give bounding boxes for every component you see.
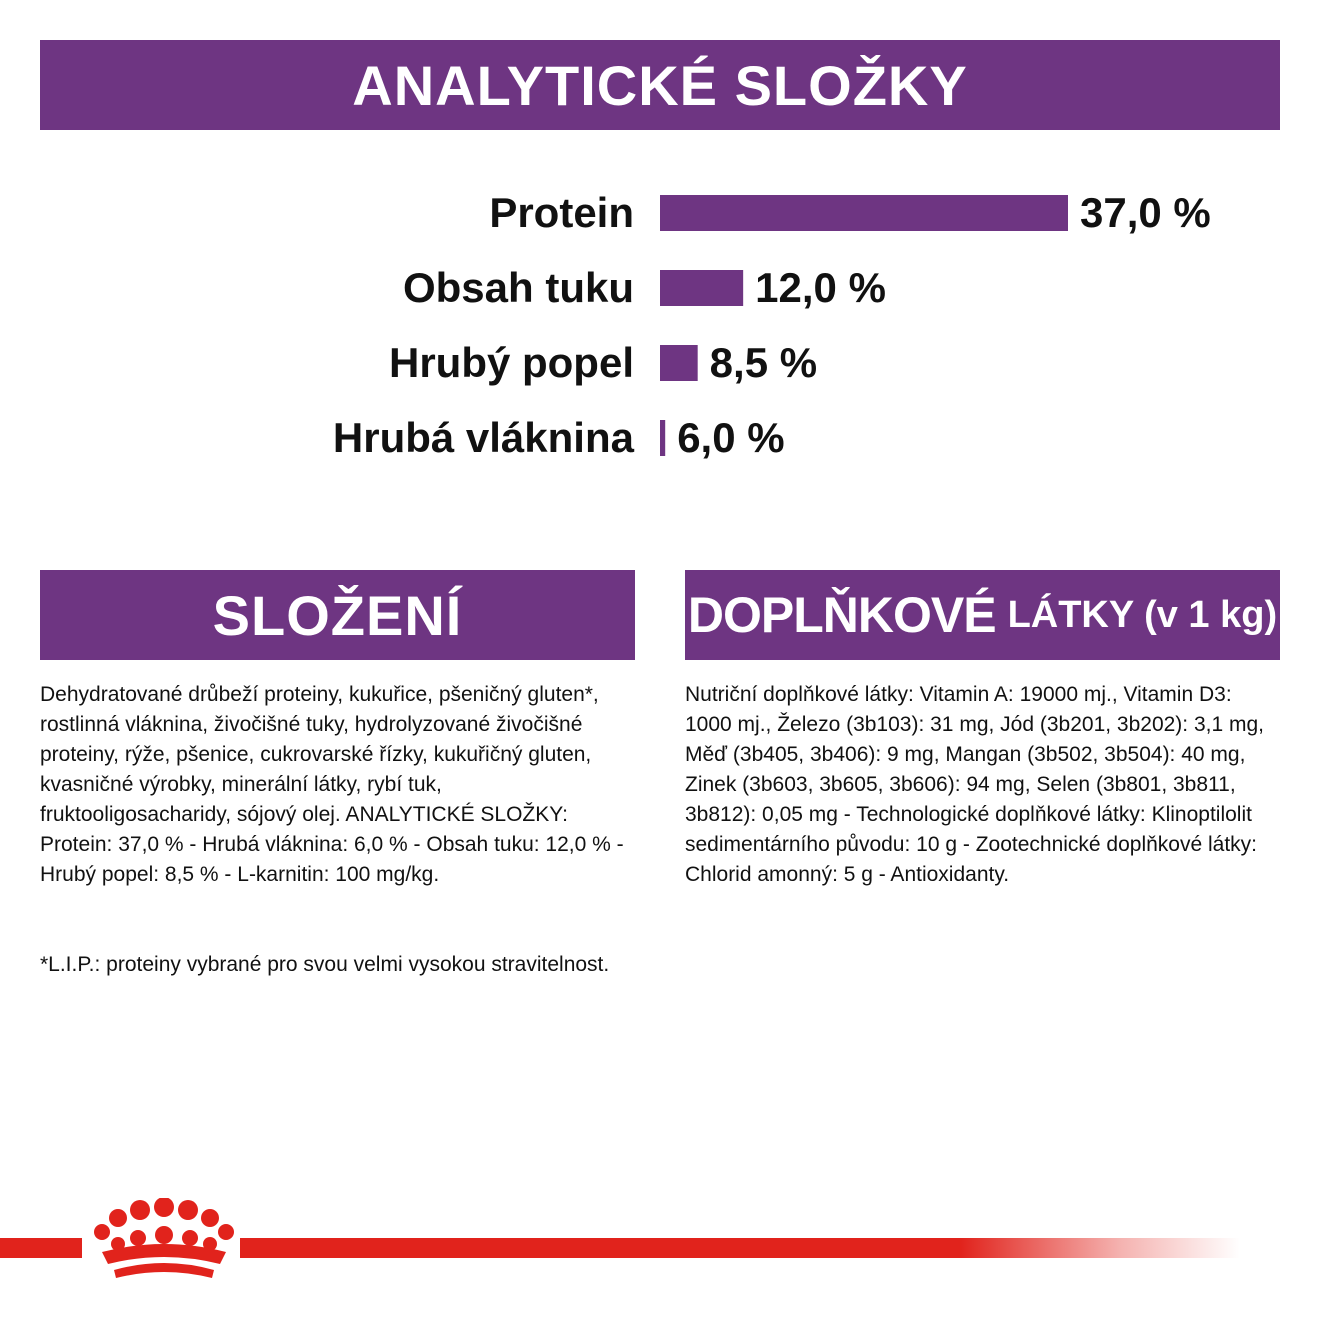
analytic-title: ANALYTICKÉ SLOŽKY — [352, 53, 968, 117]
bar — [660, 195, 1068, 231]
composition-note: *L.I.P.: proteiny vybrané pro svou velmi vysokou stravitelnost. — [40, 953, 610, 976]
composition-banner — [40, 570, 635, 660]
bar-value-label: 12,0 % — [755, 264, 886, 311]
composition-text: Dehydratované drůbeží proteiny, kukuřice, pšeničný gluten*, rostlinná vláknina, živočišné tuky, hydrolyzované živočišné proteiny, rýže, pšenice, cukrovarské řízky, kukuřičný gluten, kvasničné výrobky, minerální látky, rybí tuk, fruktooligosacharidy, sójový olej. ANALYTICKÉ SLOŽKY: Protein: 37,0 % - Hrubá vláknina: 6,0 % - Obsah tuku: 12,0 % - Hrubý popel: 8,5 % - L-karnitin: 100 mg/kg. — [40, 683, 624, 886]
additives-title-small: LÁTKY (v 1 kg) — [1007, 593, 1278, 636]
additives-banner — [685, 570, 1280, 660]
footer-line-left — [0, 1238, 82, 1258]
royal-canin-crown-icon — [88, 1198, 240, 1288]
additives-title-main: DOPLŇKOVÉ — [687, 587, 996, 643]
bar — [660, 345, 698, 381]
bar — [660, 270, 743, 306]
bar — [660, 420, 665, 456]
bar-value-label: 8,5 % — [709, 339, 818, 386]
bar-label: Hrubá vláknina — [332, 414, 634, 461]
composition-title: SLOŽENÍ — [212, 583, 463, 647]
bar-label: Hrubý popel — [388, 339, 634, 386]
additives-text: Nutriční doplňkové látky: Vitamin A: 19000 mj., Vitamin D3: 1000 mj., Železo (3b103): 31 mg, Jód (3b201, 3b202): 3,1 mg, Měď (3b405, 3b406): 9 mg, Mangan (3b502, 3b504): 40 mg, Zinek (3b603, 3b605, 3b606): 94 mg, Selen (3b801, 3b811, 3b812): 0,05 mg - Technologické doplňkové látky: Klinoptilolit sedimentárního původu: 10 g - Zootechnické doplňkové látky: Chlorid amonný: 5 g - Antioxidanty. — [685, 683, 1265, 886]
analytic-banner — [40, 40, 1280, 130]
bar-label: Protein — [489, 189, 634, 236]
footer-line-right — [240, 1238, 1240, 1258]
bar-value-label: 37,0 % — [1080, 189, 1211, 236]
analytic-bar-chart — [0, 170, 1320, 490]
bar-value-label: 6,0 % — [677, 414, 785, 461]
bar-label: Obsah tuku — [402, 264, 634, 311]
